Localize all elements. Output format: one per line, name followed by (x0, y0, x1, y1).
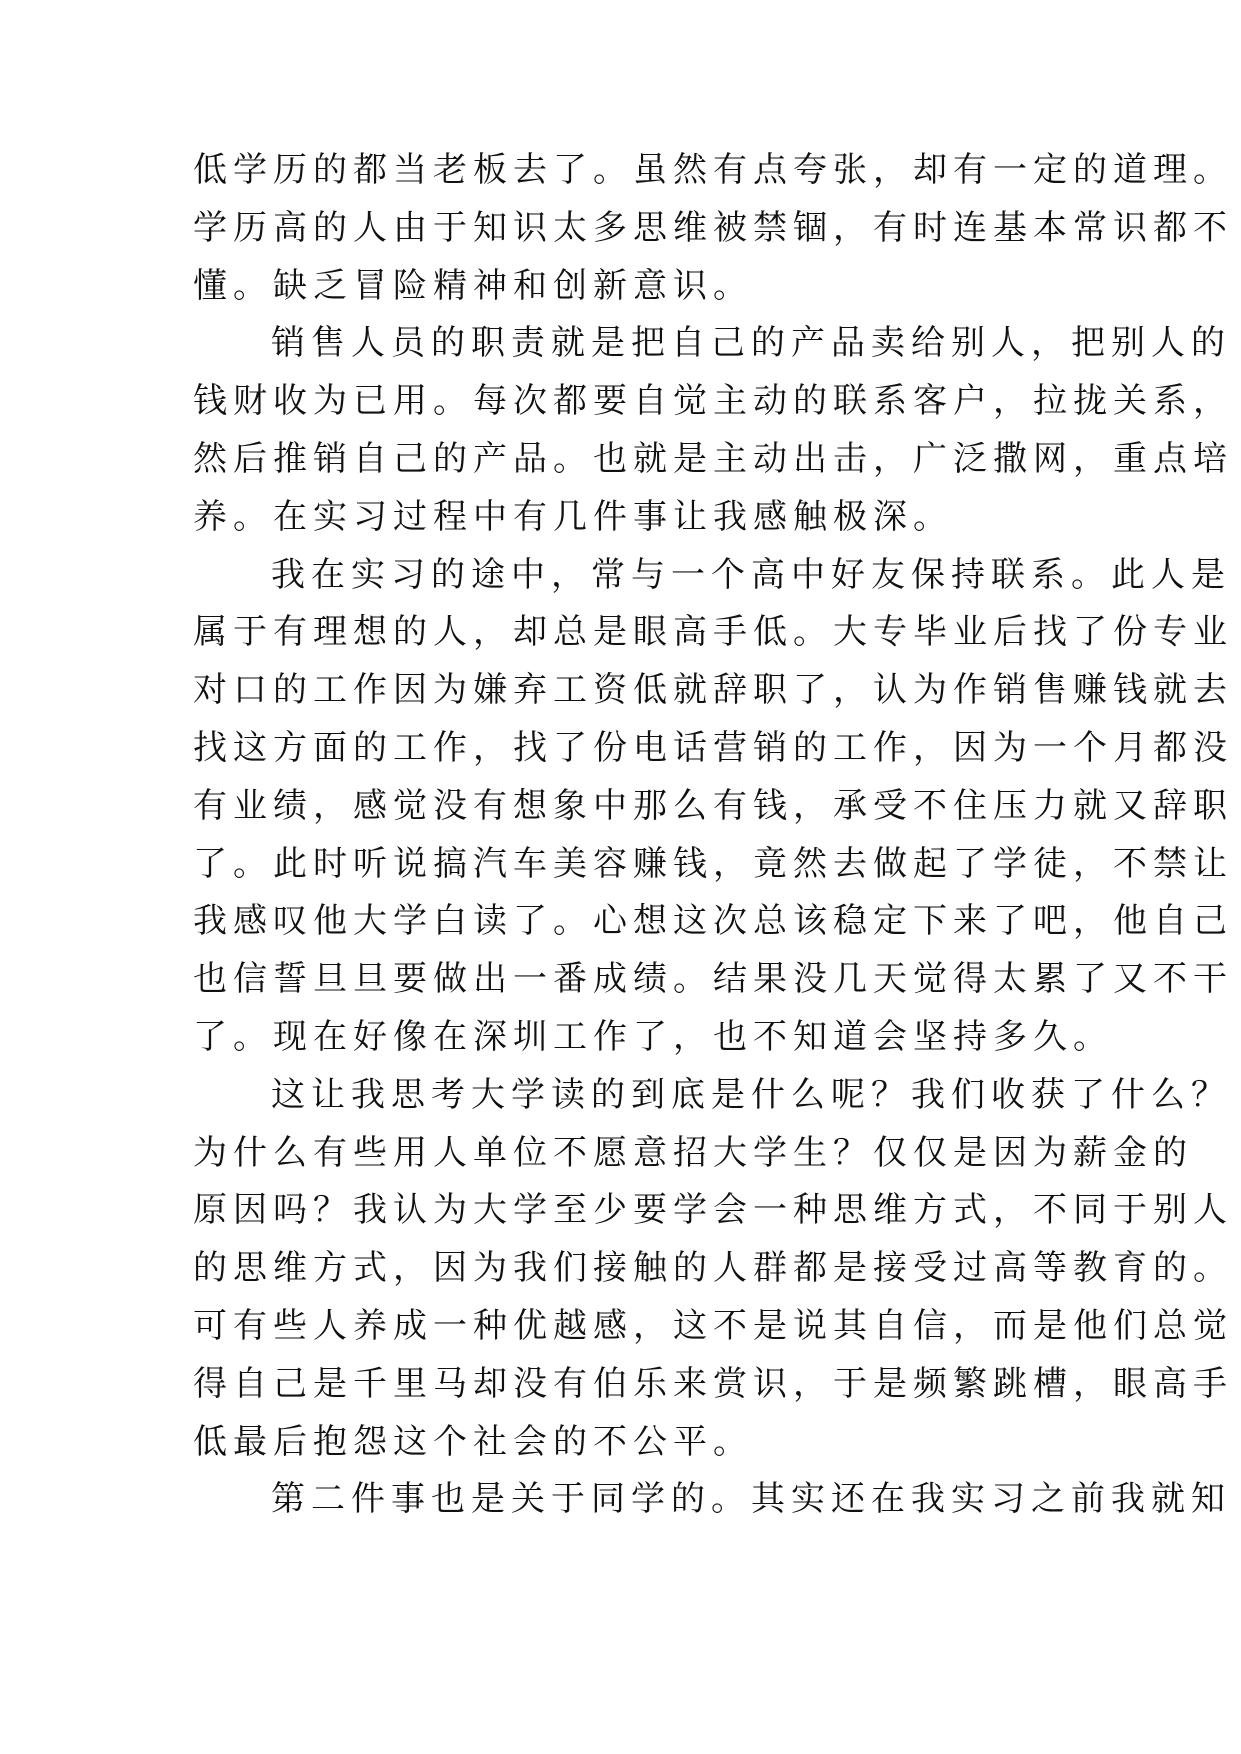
text-line: 我感叹他大学白读了。心想这次总该稳定下来了吧，他自己 (193, 901, 1233, 942)
text-line: 有业绩，感觉没有想象中那么有钱，承受不住压力就又辞职 (193, 785, 1233, 826)
text-line: 对口的工作因为嫌弃工资低就辞职了，认为作销售赚钱就去 (193, 670, 1233, 711)
text-line: 养。在实习过程中有几件事让我感触极深。 (193, 496, 953, 537)
text-line: 的思维方式，因为我们接触的人群都是接受过高等教育的。 (193, 1248, 1233, 1289)
text-line-indented: 销售人员的职责就是把自己的产品卖给别人，把别人的 (271, 323, 1231, 364)
text-line: 找这方面的工作，找了份电话营销的工作，因为一个月都没 (193, 727, 1233, 768)
text-line: 钱财收为已用。每次都要自觉主动的联系客户，拉拢关系， (193, 381, 1233, 422)
text-line: 低最后抱怨这个社会的不公平。 (193, 1421, 753, 1462)
text-line: 了。现在好像在深圳工作了，也不知道会坚持多久。 (193, 1016, 1113, 1057)
text-line: 然后推销自己的产品。也就是主动出击，广泛撒网，重点培 (193, 438, 1233, 479)
text-line: 可有些人养成一种优越感，这不是说其自信，而是他们总觉 (193, 1305, 1233, 1346)
text-line: 学历高的人由于知识太多思维被禁锢，有时连基本常识都不 (193, 207, 1233, 248)
text-line: 属于有理想的人，却总是眼高手低。大专毕业后找了份专业 (193, 612, 1233, 653)
text-line: 低学历的都当老板去了。虽然有点夸张，却有一定的道理。 (193, 150, 1233, 190)
text-line: 原因吗？我认为大学至少要学会一种思维方式，不同于别人 (193, 1190, 1233, 1231)
text-line: 得自己是千里马却没有伯乐来赏识，于是频繁跳槽，眼高手 (193, 1363, 1233, 1404)
text-line: 为什么有些用人单位不愿意招大学生？仅仅是因为薪金的 (193, 1132, 1193, 1173)
text-line-indented: 我在实习的途中，常与一个高中好友保持联系。此人是 (271, 554, 1231, 595)
text-line-indented: 这让我思考大学读的到底是什么呢？我们收获了什么？ (271, 1074, 1231, 1115)
text-line: 也信誓旦旦要做出一番成绩。结果没几天觉得太累了又不干 (193, 959, 1233, 1000)
document-body (193, 142, 1233, 1529)
text-line: 了。此时听说搞汽车美容赚钱，竟然去做起了学徒，不禁让 (193, 843, 1233, 884)
text-line-indented: 第二件事也是关于同学的。其实还在我实习之前我就知 (271, 1479, 1231, 1520)
text-line: 懂。缺乏冒险精神和创新意识。 (193, 265, 753, 306)
